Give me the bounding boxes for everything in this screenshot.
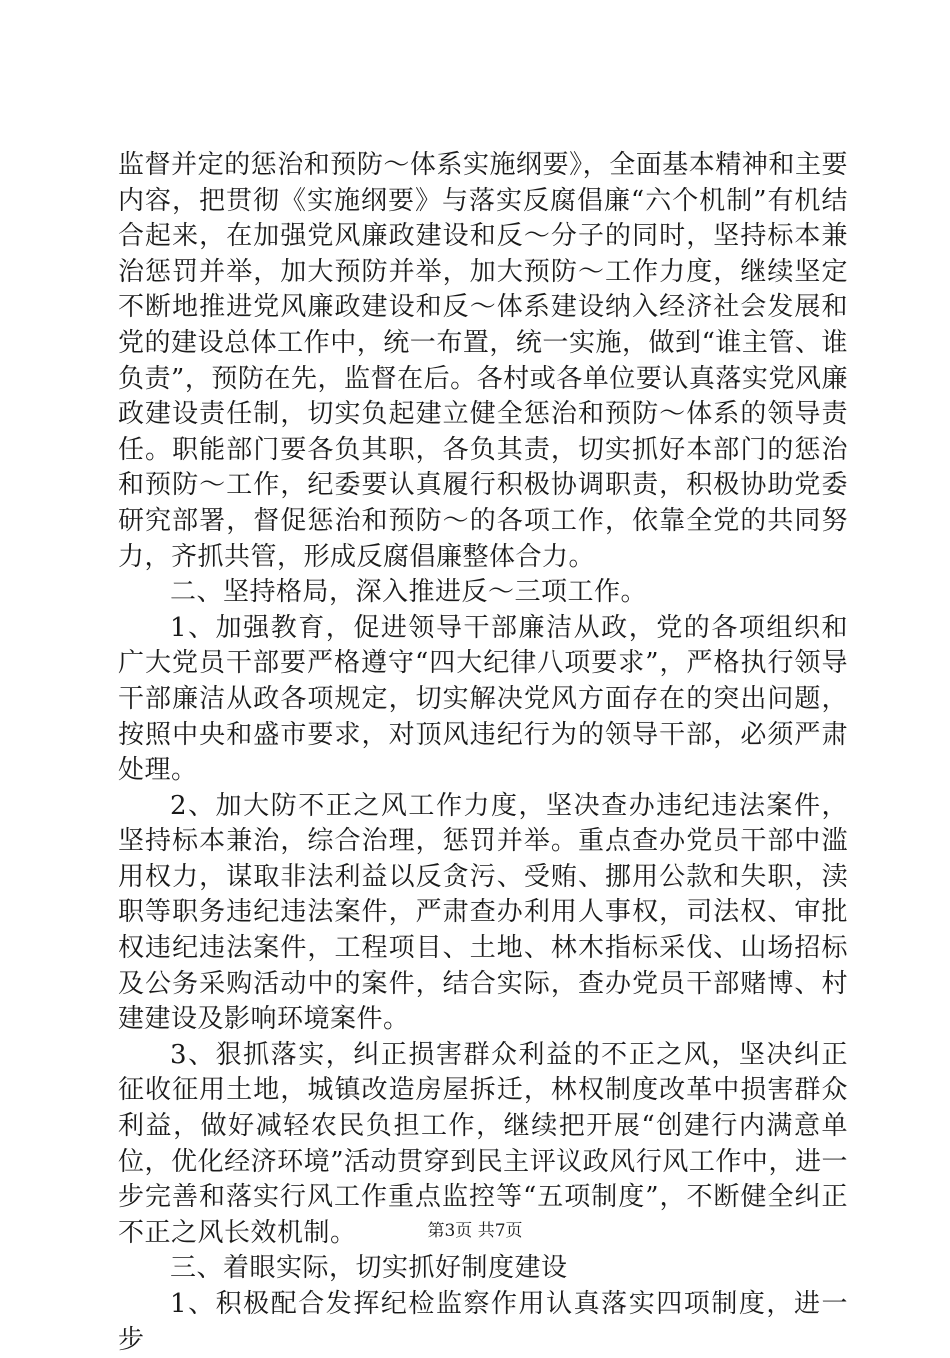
page-number-footer: 第3页 共7页 xyxy=(427,1221,523,1241)
section-heading-3: 三、着眼实际，切实抓好制度建设 xyxy=(170,1253,568,1284)
paragraph-item-2-1: 1、加强教育，促进领导干部廉洁从政，党的各项组织和广大党员干部要严格遵守“四大纪律八项要求”，严格执行领导干部廉洁从政各项规定，切实解决党风方面存在的突出问题，按照中央和盛市要求，对顶风违纪行为的领导干部，必须严肃处理。 xyxy=(118,612,848,786)
paragraph-item-2-2: 2、加大防不正之风工作力度，坚决查办违纪违法案件，坚持标本兼治，综合治理，惩罚并举。重点查办党员干部中滥用权力，谋取非法利益以反贪污、受贿、挪用公款和失职，渎职等职务违纪违法案件，严肃查办利用人事权，司法权、审批权违纪违法案件，工程项目、土地、林木指标采伐、山场招标及公务采购活动中的案件，结合实际，查办党员干部赌博、村建建设及影响环境案件。 xyxy=(118,790,848,1035)
paragraph-item-3-1: 1、积极配合发挥纪检监察作用认真落实四项制度，进一步 xyxy=(118,1289,848,1355)
section-heading-2: 二、坚持格局，深入推进反～三项工作。 xyxy=(170,577,648,608)
paragraph-continuation: 监督并定的惩治和预防～体系实施纲要》，全面基本精神和主要内容，把贯彻《实施纲要》与落实反腐倡廉“六个机制”有机结合起来，在加强党风廉政建设和反～分子的同时，坚持标本兼治惩罚并举，加大预防并举，加大预防～工作力度，继续坚定不断地推进党风廉政建设和反～体系建设纳入经济社会发展和党的建设总体工作中，统一布置，统一实施，做到“谁主管、谁负责”，预防在先，监督在后。各村或各单位要认真落实党风廉政建设责任制，切实负起建立健全惩治和预防～体系的领导责任。职能部门要各负其职，各负其责，切实抓好本部门的惩治和预防～工作，纪委要认真履行积极协调职责，积极协助党委研究部署，督促惩治和预防～的各项工作，依靠全党的共同努力，齐抓共管，形成反腐倡廉整体合力。 xyxy=(118,150,848,572)
document-body xyxy=(118,148,848,1358)
paragraph-item-2-3: 3、狠抓落实，纠正损害群众利益的不正之风，坚决纠正征收征用土地，城镇改造房屋拆迁，林权制度改革中损害群众利益，做好减轻农民负担工作，继续把开展“创建行内满意单位，优化经济环境”活动贯穿到民主评议政风行风工作中，进一步完善和落实行风工作重点监控等“五项制度”，不断健全纠正不正之风长效机制。 xyxy=(118,1039,848,1248)
